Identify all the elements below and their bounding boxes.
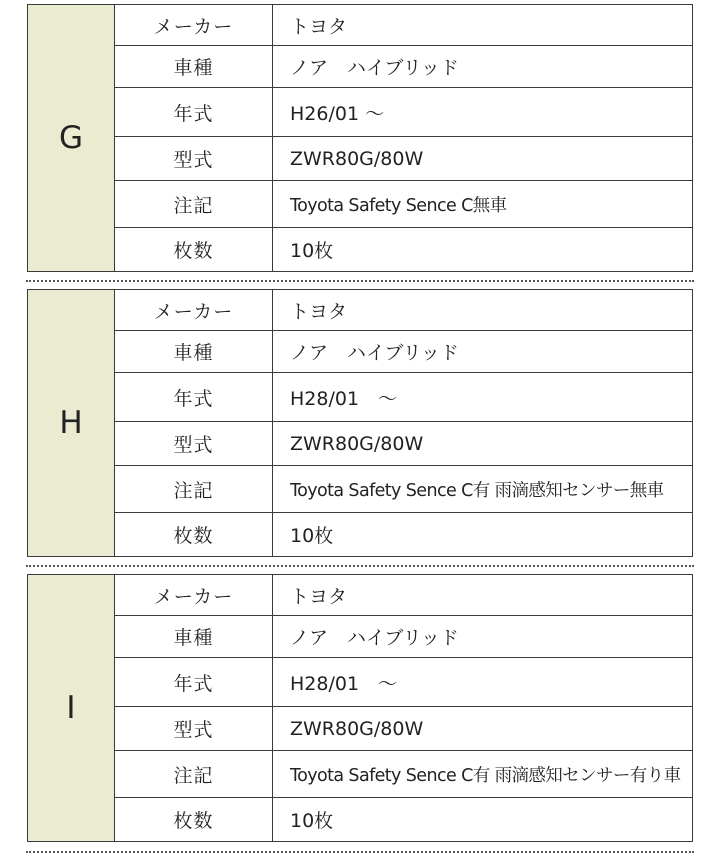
table-row (115, 373, 692, 422)
table-row (115, 798, 692, 841)
row-label: 枚数 (115, 228, 273, 271)
row-value: 10枚 (290, 810, 334, 832)
table-row (115, 707, 692, 751)
row-value: ノア ハイブリッド (290, 342, 459, 364)
row-value: ZWR80G/80W (290, 432, 424, 455)
row-value: トヨタ (290, 300, 348, 323)
row-label: 型式 (115, 137, 273, 180)
table-row (115, 422, 692, 466)
table-row (115, 751, 692, 798)
row-value: 10枚 (290, 240, 334, 262)
table-row (115, 181, 692, 228)
row-value: トヨタ (290, 585, 348, 608)
row-value: Toyota Safety Sence C有 雨滴感知センサー無車 (290, 480, 664, 501)
row-label: 車種 (115, 331, 273, 372)
table-row (115, 46, 692, 88)
row-label: メーカー (115, 290, 273, 330)
table-row (115, 513, 692, 556)
block-letter: I (28, 575, 115, 841)
block-letter: G (28, 5, 115, 271)
row-label: 年式 (115, 88, 273, 136)
dotted-divider (26, 851, 694, 853)
table-row (115, 5, 692, 46)
row-value: H28/01 ～ (290, 387, 398, 410)
row-label: 枚数 (115, 798, 273, 841)
row-value: H28/01 ～ (290, 672, 398, 695)
row-label: 車種 (115, 616, 273, 657)
table-row (115, 137, 692, 181)
dotted-divider (26, 565, 694, 567)
row-value: 10枚 (290, 525, 334, 547)
table-row (115, 575, 692, 616)
spec-table (115, 575, 692, 841)
table-row (115, 466, 692, 513)
block-letter: H (28, 290, 115, 556)
row-value: Toyota Safety Sence C無車 (290, 195, 507, 216)
table-row (115, 616, 692, 658)
row-value: ZWR80G/80W (290, 717, 424, 740)
row-label: 年式 (115, 373, 273, 421)
table-row (115, 228, 692, 271)
table-row (115, 88, 692, 137)
row-value: H26/01 ～ (290, 102, 385, 125)
row-value: ノア ハイブリッド (290, 57, 459, 79)
row-label: 車種 (115, 46, 273, 87)
row-label: 型式 (115, 707, 273, 750)
row-value: Toyota Safety Sence C有 雨滴感知センサー有り車 (290, 765, 681, 786)
row-label: 注記 (115, 466, 273, 512)
spec-block-g (27, 4, 693, 272)
spec-table (115, 290, 692, 556)
row-label: メーカー (115, 5, 273, 45)
dotted-divider (26, 280, 694, 282)
table-row (115, 658, 692, 707)
row-value: トヨタ (290, 15, 348, 38)
table-row (115, 290, 692, 331)
row-label: 注記 (115, 751, 273, 797)
row-value: ノア ハイブリッド (290, 627, 459, 649)
row-value: ZWR80G/80W (290, 147, 424, 170)
row-label: 型式 (115, 422, 273, 465)
row-label: 注記 (115, 181, 273, 227)
spec-block-h (27, 289, 693, 557)
table-row (115, 331, 692, 373)
row-label: 年式 (115, 658, 273, 706)
spec-block-i (27, 574, 693, 842)
row-label: メーカー (115, 575, 273, 615)
spec-table (115, 5, 692, 271)
row-label: 枚数 (115, 513, 273, 556)
